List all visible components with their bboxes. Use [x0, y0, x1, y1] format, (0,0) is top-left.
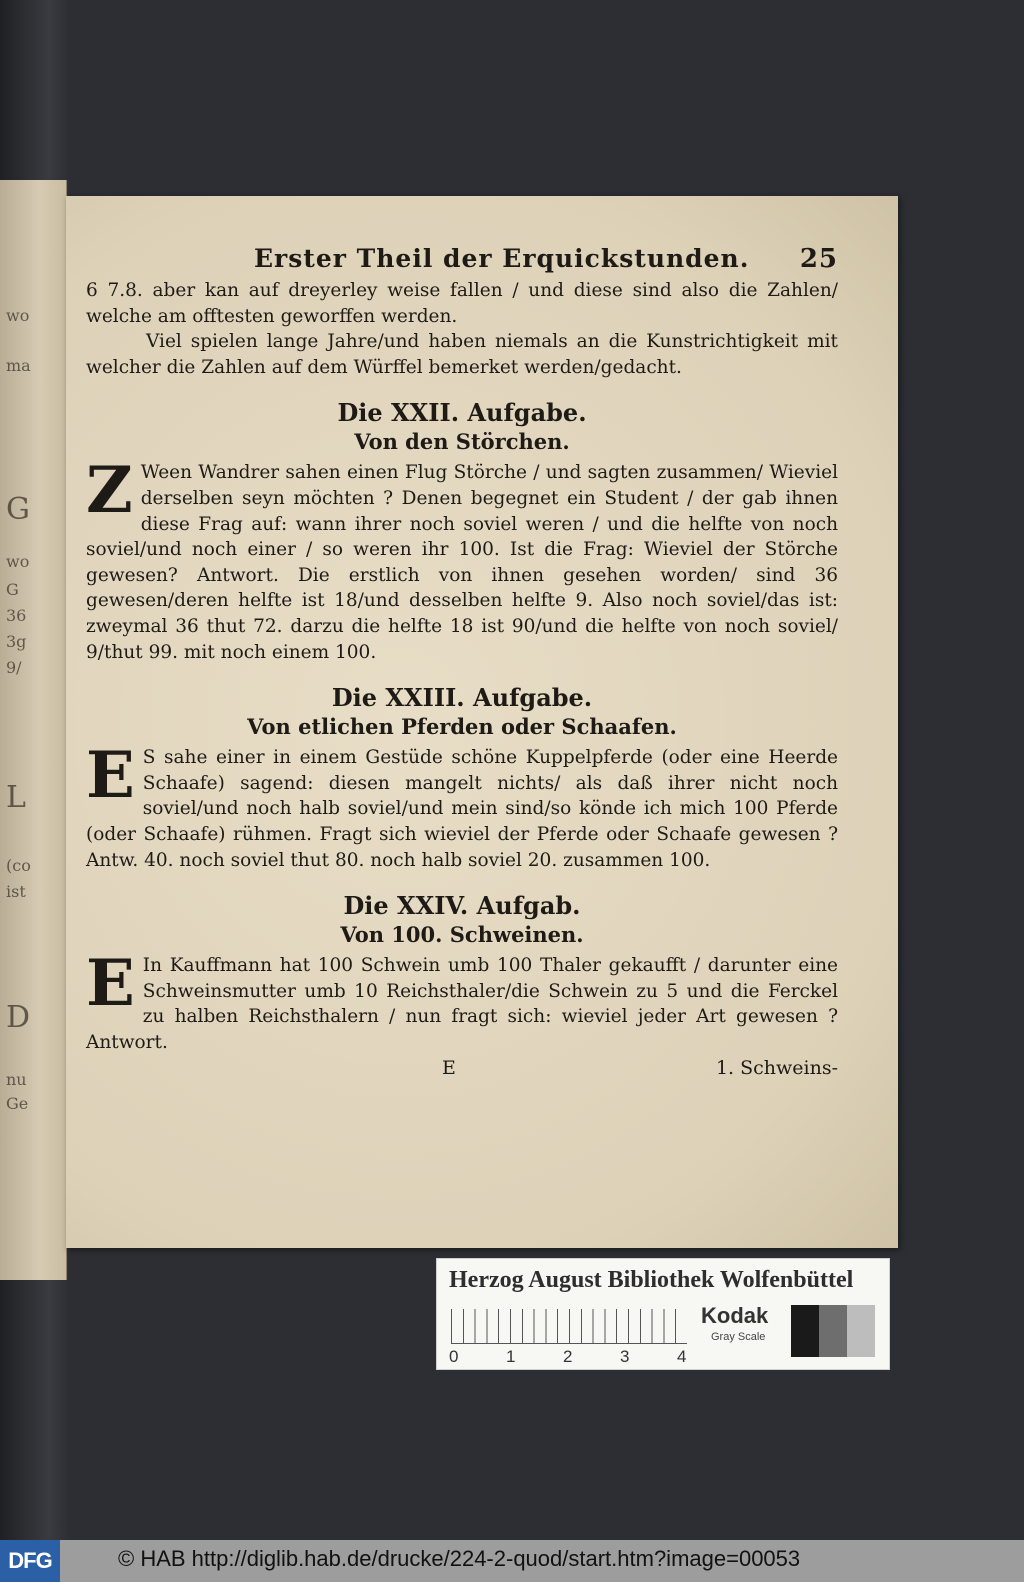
margin-fragment: (co	[6, 856, 31, 875]
kodak-logo: Kodak	[701, 1303, 769, 1328]
section-heading: Die XXIII. Aufgabe.	[331, 683, 593, 713]
ruler-number: 0	[449, 1347, 459, 1366]
margin-fragment: 36	[6, 606, 27, 625]
section-subheading: Von den Störchen.	[354, 429, 570, 455]
section-body	[86, 738, 838, 873]
ruler-number: 3	[620, 1347, 630, 1366]
section-text: In Kauffmann hat 100 Schwein umb 100 Thaler gekaufft / darunter eine Schweinsmutter umb 10 Reichsthaler/die Schwein zu 5 und die Ferckel zu halben Reichsthalern / nun fragt sich: wieviel jeder Art gewesen ? Antwort.	[86, 955, 838, 1053]
section-heading: Die XXII. Aufgabe.	[337, 398, 587, 428]
drop-cap: Z	[86, 453, 133, 529]
margin-fragment: ma	[6, 356, 31, 375]
gray-scale-label: Gray Scale	[711, 1331, 766, 1343]
intro-paragraph-2: Viel spielen lange Jahre/und haben niemals an die Kunstrichtigkeit mit welcher die Zahlen auf dem Würffel bemerket werden/gedacht.	[86, 331, 838, 378]
page-footer-line	[86, 1057, 838, 1087]
copyright-credit: © HAB http://diglib.hab.de/drucke/224-2-quod/start.htm?image=00053	[118, 1546, 801, 1571]
color-calibration-card	[436, 1258, 890, 1370]
gray-swatch-light	[847, 1305, 875, 1357]
ruler-number: 2	[563, 1347, 573, 1366]
margin-fragment: nu	[6, 1070, 27, 1089]
section-body	[86, 453, 838, 665]
margin-fragment: G	[6, 580, 19, 599]
previous-page-edge	[0, 180, 67, 1280]
running-title: Erster Theil der Erquickstunden.	[254, 244, 750, 273]
intro-paragraph: 6 7.8. aber kan auf dreyerley weise fallen / und diese sind also die Zahlen/ welche am offtesten geworffen werden.	[86, 280, 838, 327]
section-body	[86, 946, 838, 1055]
margin-fragment: Ge	[6, 1094, 29, 1113]
book-page	[66, 196, 898, 1248]
margin-fragment: 3g	[6, 632, 27, 651]
section-text: S sahe einer in einem Gestüde schöne Kuppelpferde (oder eine Heerde Schaafe) sagend: diesen mangelt nichts/ als daß ihrer nicht noch soviel/und noch halb soviel/und mein sind/so könde ich mich 100 Pferde (oder Schaafe) rühmen. Fragt sich wieviel der Pferde oder Schaafe gewesen ? Antw. 40. noch soviel thut 80. noch halb soviel 20. zusammen 100.	[86, 747, 838, 871]
signature-mark: E	[442, 1057, 456, 1080]
section-text: Ween Wandrer sahen einen Flug Störche / und sagten zusammen/ Wieviel derselben seyn möchten ? Denen begegnet ein Student / der gab ihnen diese Frag auf: wann ihrer noch soviel weren / und die helfte von noch soviel/und noch einer / so weren ihr 100. Ist die Frag: Wieviel der Störche gewesen? Antwort. Die erstlich von ihnen gesehen worden/ sind 36 gewesen/deren helfte ist 18/und desselben helfte 9. Also noch soviel/das ist: zweymal 36 thut 72. darzu die helfte 18 ist 90/und die helfte von noch soviel/ 9/thut 99. mit noch einem 100.	[86, 462, 838, 663]
ruler-scale	[451, 1309, 687, 1344]
gray-swatch-mid	[819, 1305, 847, 1357]
margin-fragment: ist	[6, 882, 26, 901]
margin-fragment: wo	[6, 552, 30, 571]
page-text	[86, 242, 838, 1087]
dfg-logo: DFG	[0, 1540, 60, 1582]
page-header	[86, 242, 838, 278]
page-number: 25	[799, 244, 838, 274]
ruler-number: 4	[677, 1347, 687, 1366]
ruler-number: 1	[506, 1347, 516, 1366]
drop-cap: E	[86, 946, 135, 1022]
margin-fragment: D	[6, 1000, 31, 1035]
section-heading: Die XXIV. Aufgab.	[343, 891, 581, 921]
margin-fragment: wo	[6, 306, 30, 325]
margin-fragment: G	[6, 492, 30, 527]
drop-cap: E	[86, 738, 135, 814]
margin-fragment: 9/	[6, 658, 22, 677]
footer-bar	[0, 1540, 1024, 1582]
library-name: Herzog August Bibliothek Wolfenbüttel	[449, 1267, 854, 1293]
section-subheading: Von 100. Schweinen.	[340, 922, 584, 948]
gray-swatch-dark	[791, 1305, 819, 1357]
margin-fragment: L	[6, 780, 26, 815]
catchword: 1. Schweins-	[715, 1057, 838, 1080]
section-subheading: Von etlichen Pferden oder Schaafen.	[247, 714, 677, 740]
ruler-numbers	[449, 1347, 699, 1367]
